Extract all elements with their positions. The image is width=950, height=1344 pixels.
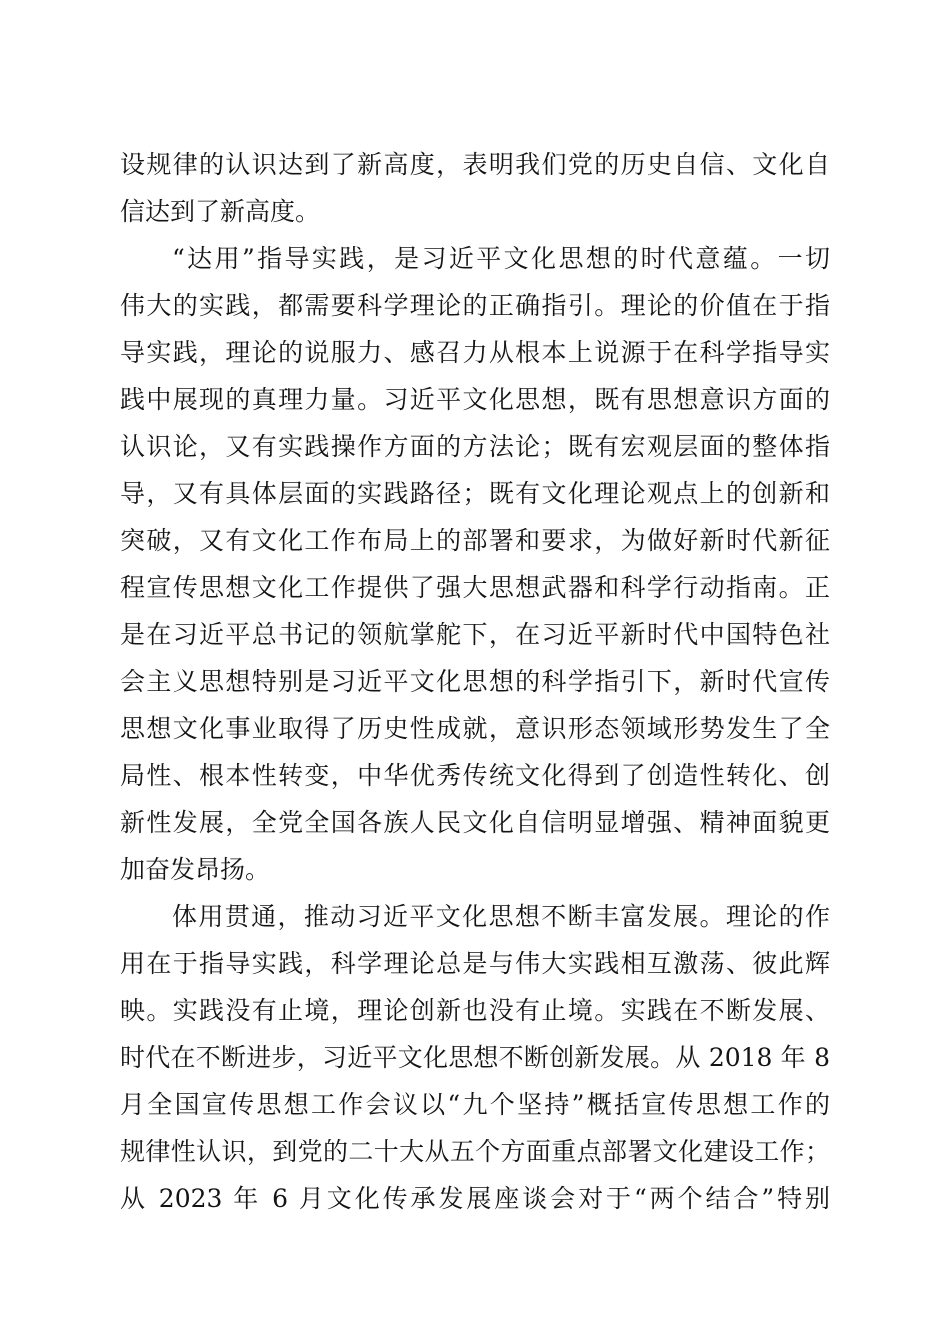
- text-line: 映。实践没有止境，理论创新也没有止境。实践在不断发展、: [120, 996, 830, 1025]
- body-text: [120, 141, 830, 1222]
- text-line: 伟大的实践，都需要科学理论的正确指引。理论的价值在于指: [120, 291, 830, 320]
- text-line: 用在于指导实践，科学理论总是与伟大实践相互激荡、彼此辉: [120, 949, 830, 978]
- text-line: 是在习近平总书记的领航掌舵下，在习近平新时代中国特色社: [120, 620, 830, 649]
- text-line: 程宣传思想文化工作提供了强大思想武器和科学行动指南。正: [120, 573, 830, 602]
- text-line: 思想文化事业取得了历史性成就，意识形态领域形势发生了全: [120, 714, 830, 743]
- text-line: 局性、根本性转变，中华优秀传统文化得到了创造性转化、创: [120, 761, 830, 790]
- text-line: 月全国宣传思想工作会议以“九个坚持”概括宣传思想工作的: [120, 1090, 830, 1119]
- text-line: 会主义思想特别是习近平文化思想的科学指引下，新时代宣传: [120, 667, 830, 696]
- text-line: 规律性认识，到党的二十大从五个方面重点部署文化建设工作；: [120, 1137, 830, 1166]
- text-line: 践中展现的真理力量。习近平文化思想，既有思想意识方面的: [120, 385, 830, 414]
- text-line: 从 2023 年 6 月文化传承发展座谈会对于“两个结合”特别: [120, 1184, 830, 1213]
- text-line: 体用贯通，推动习近平文化思想不断丰富发展。理论的作: [172, 902, 830, 931]
- text-line: 设规律的认识达到了新高度，表明我们党的历史自信、文化自: [120, 150, 830, 179]
- text-line: 导实践，理论的说服力、感召力从根本上说源于在科学指导实: [120, 338, 830, 367]
- text-line: 加奋发昂扬。: [120, 855, 271, 884]
- text-line: 突破，又有文化工作布局上的部署和要求，为做好新时代新征: [120, 526, 830, 555]
- text-line: 信达到了新高度。: [120, 197, 321, 226]
- text-line: 时代在不断进步，习近平文化思想不断创新发展。从 2018 年 8: [120, 1043, 830, 1072]
- text-line: “达用”指导实践，是习近平文化思想的时代意蕴。一切: [172, 244, 830, 273]
- text-line: 导，又有具体层面的实践路径；既有文化理论观点上的创新和: [120, 479, 830, 508]
- text-line: 认识论，又有实践操作方面的方法论；既有宏观层面的整体指: [120, 432, 830, 461]
- text-line: 新性发展，全党全国各族人民文化自信明显增强、精神面貌更: [120, 808, 830, 837]
